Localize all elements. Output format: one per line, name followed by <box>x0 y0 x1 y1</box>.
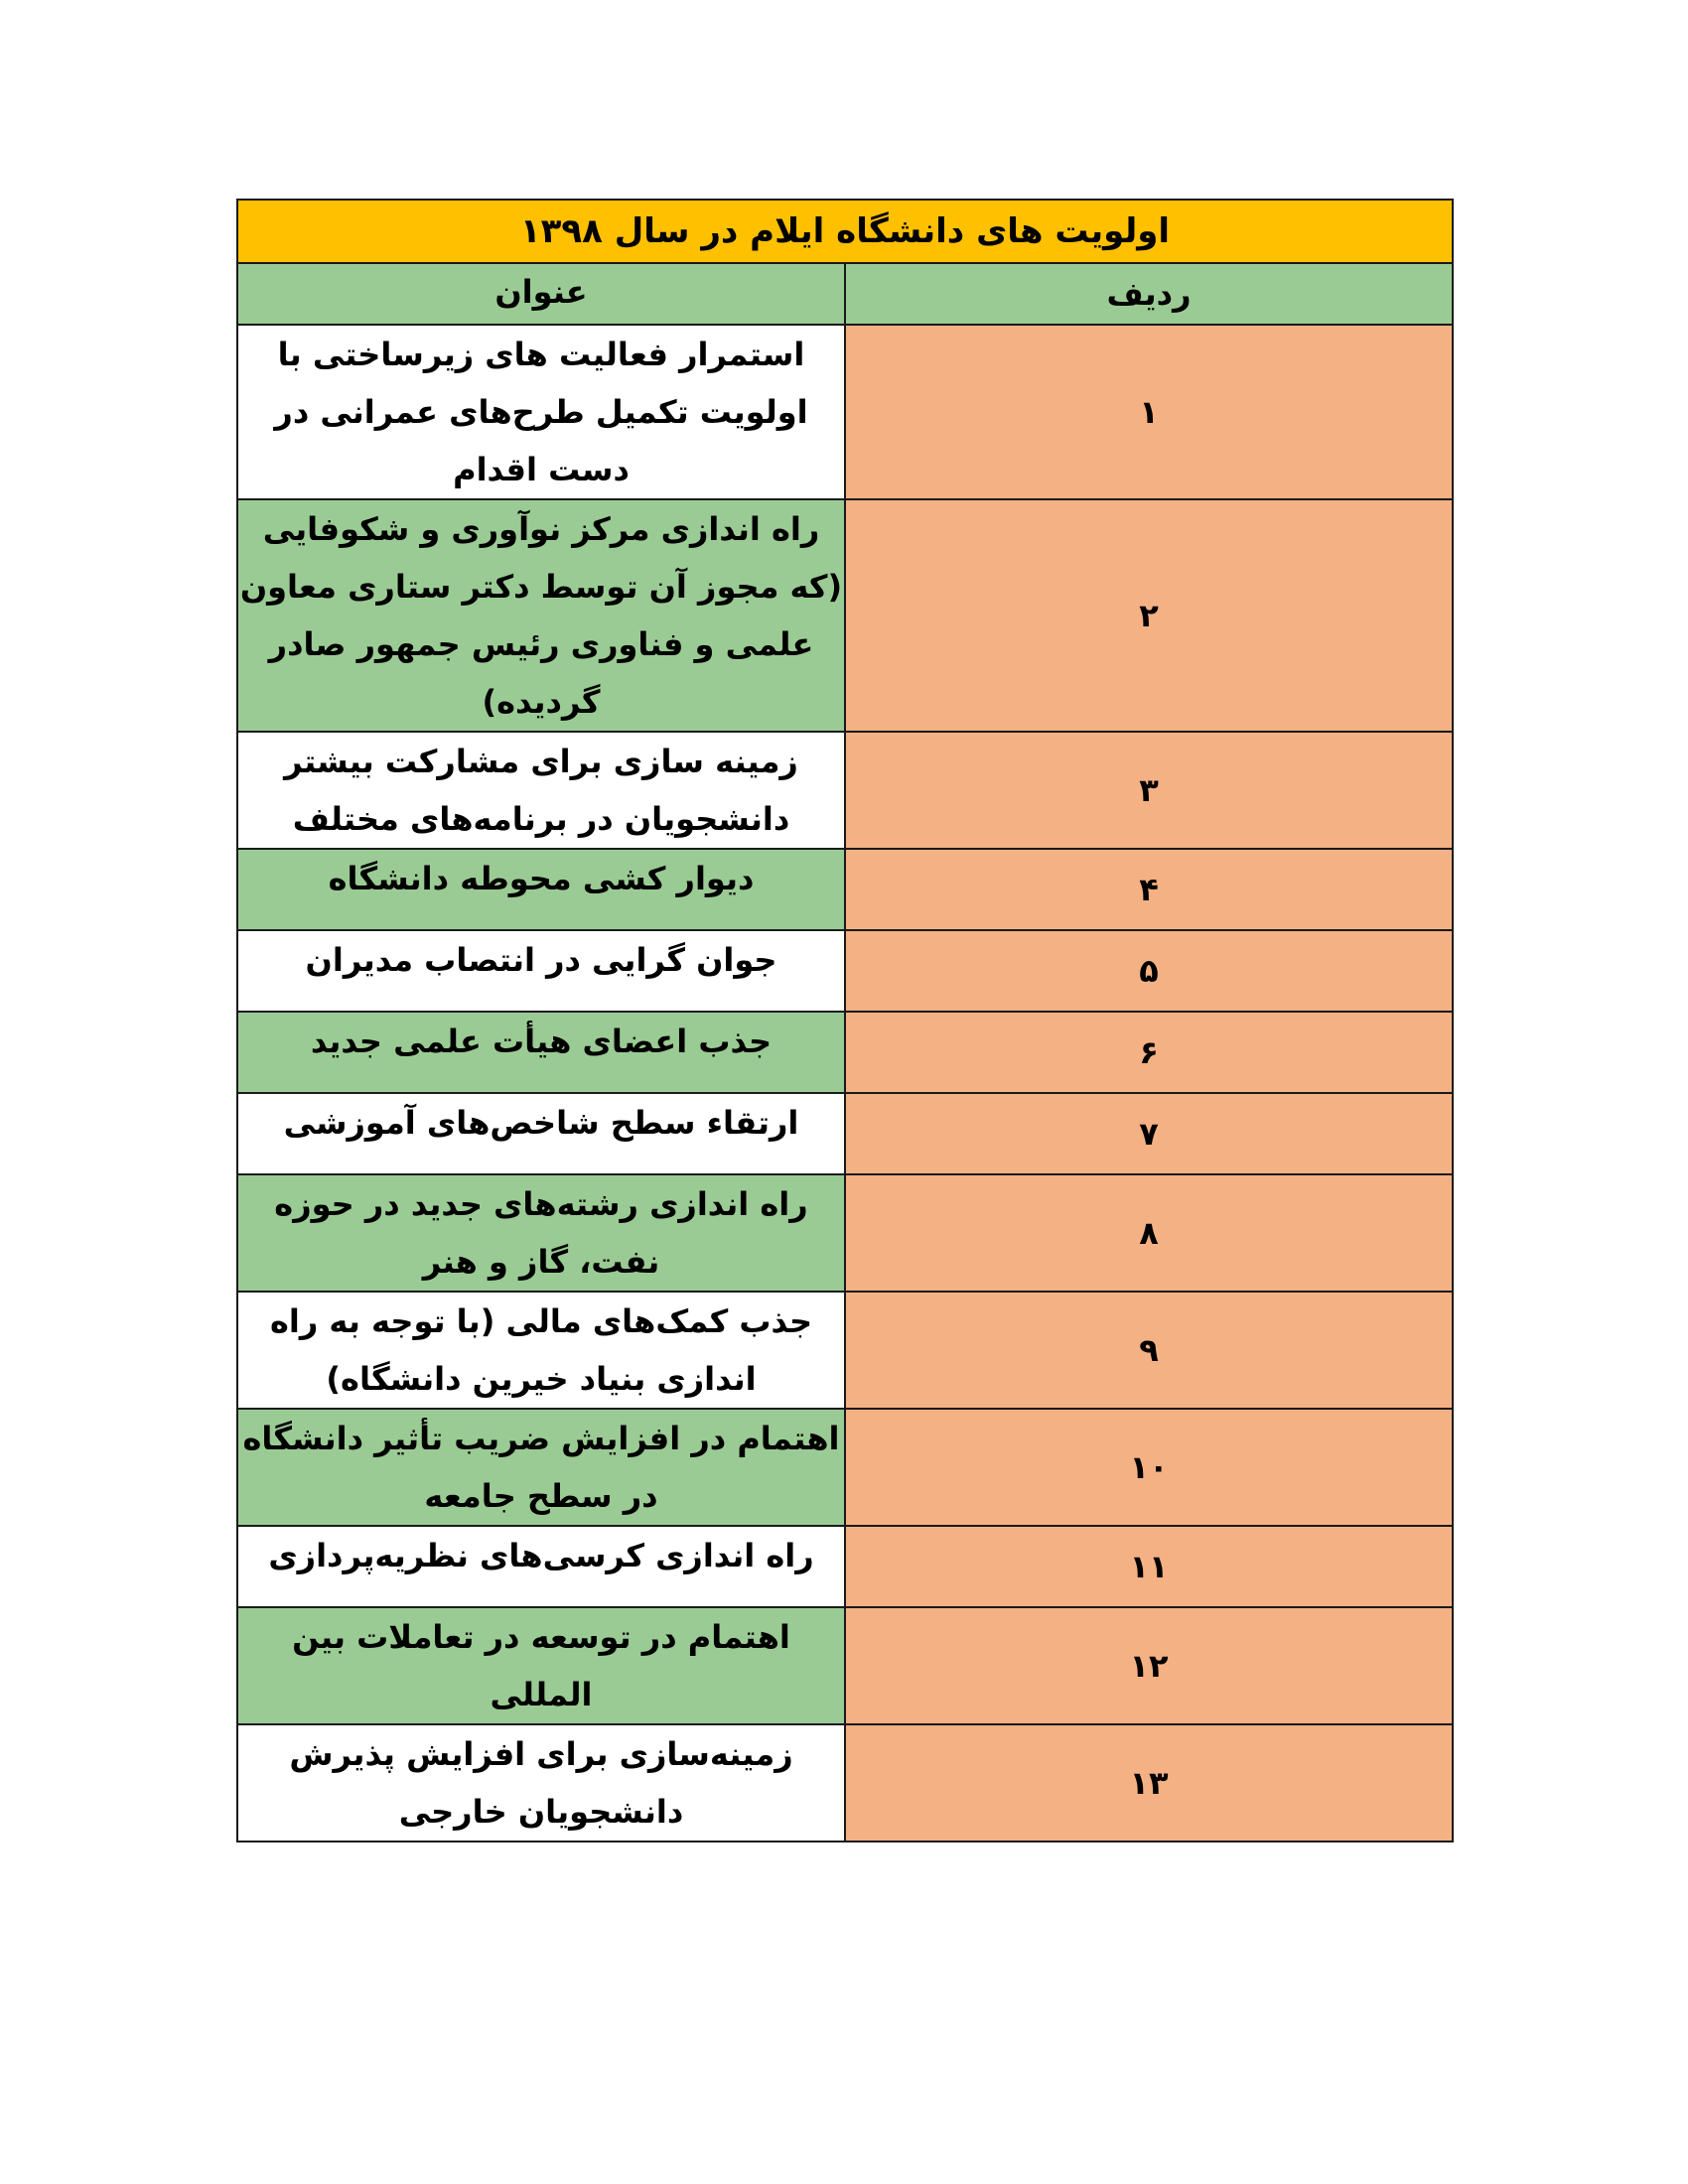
row-number: ۴ <box>845 849 1453 930</box>
table-title: اولویت های دانشگاه ایلام در سال ۱۳۹۸ <box>237 200 1453 263</box>
row-number: ۶ <box>845 1012 1453 1093</box>
row-subject: اهتمام در توسعه در تعاملات بین المللی <box>237 1607 845 1724</box>
header-row <box>237 263 1453 325</box>
row-subject: جوان گرایی در انتصاب مدیران <box>237 930 845 1012</box>
row-number: ۹ <box>845 1292 1453 1409</box>
row-number: ۸ <box>845 1174 1453 1292</box>
row-number: ۵ <box>845 930 1453 1012</box>
row-number: ۲ <box>845 499 1453 732</box>
column-header-number: ردیف <box>845 263 1453 325</box>
column-header-subject: عنوان <box>237 263 845 325</box>
table-row <box>237 1174 1453 1292</box>
table-row <box>237 1724 1453 1842</box>
row-subject: دیوار کشی محوطه دانشگاه <box>237 849 845 930</box>
row-number: ۷ <box>845 1093 1453 1174</box>
row-subject: جذب کمک‌های مالی (با توجه به راه اندازی بنیاد خیرین دانشگاه) <box>237 1292 845 1409</box>
table-row <box>237 930 1453 1012</box>
table-row <box>237 1607 1453 1724</box>
row-number: ۱۰ <box>845 1409 1453 1526</box>
row-subject: استمرار فعالیت های زیرساختی با اولویت تکمیل طرح‌های عمرانی در دست اقدام <box>237 325 845 499</box>
table-row <box>237 1012 1453 1093</box>
row-number: ۱۱ <box>845 1526 1453 1607</box>
row-subject: جذب اعضای هیأت علمی جدید <box>237 1012 845 1093</box>
row-subject: ارتقاء سطح شاخص‌های آموزشی <box>237 1093 845 1174</box>
row-subject: راه اندازی مرکز نوآوری و شکوفایی (که مجوز آن توسط دکتر ستاری معاون علمی و فناوری رئیس جمهور صادر گردیده) <box>237 499 845 732</box>
row-number: ۳ <box>845 732 1453 849</box>
table-row <box>237 849 1453 930</box>
row-subject: زمینه سازی برای مشارکت بیشتر دانشجویان در برنامه‌های مختلف <box>237 732 845 849</box>
title-row <box>237 200 1453 263</box>
table-row <box>237 1292 1453 1409</box>
table-row <box>237 1093 1453 1174</box>
table-row <box>237 499 1453 732</box>
table-row <box>237 1409 1453 1526</box>
row-number: ۱۲ <box>845 1607 1453 1724</box>
row-number: ۱ <box>845 325 1453 499</box>
row-subject: راه اندازی رشته‌های جدید در حوزه نفت، گاز و هنر <box>237 1174 845 1292</box>
row-subject: راه اندازی کرسی‌های نظریه‌پردازی <box>237 1526 845 1607</box>
table-row <box>237 1526 1453 1607</box>
priorities-table <box>236 199 1454 1843</box>
row-number: ۱۳ <box>845 1724 1453 1842</box>
table-row <box>237 325 1453 499</box>
row-subject: اهتمام در افزایش ضریب تأثیر دانشگاه در سطح جامعه <box>237 1409 845 1526</box>
row-subject: زمینه‌سازی برای افزایش پذیرش دانشجویان خارجی <box>237 1724 845 1842</box>
table-row <box>237 732 1453 849</box>
